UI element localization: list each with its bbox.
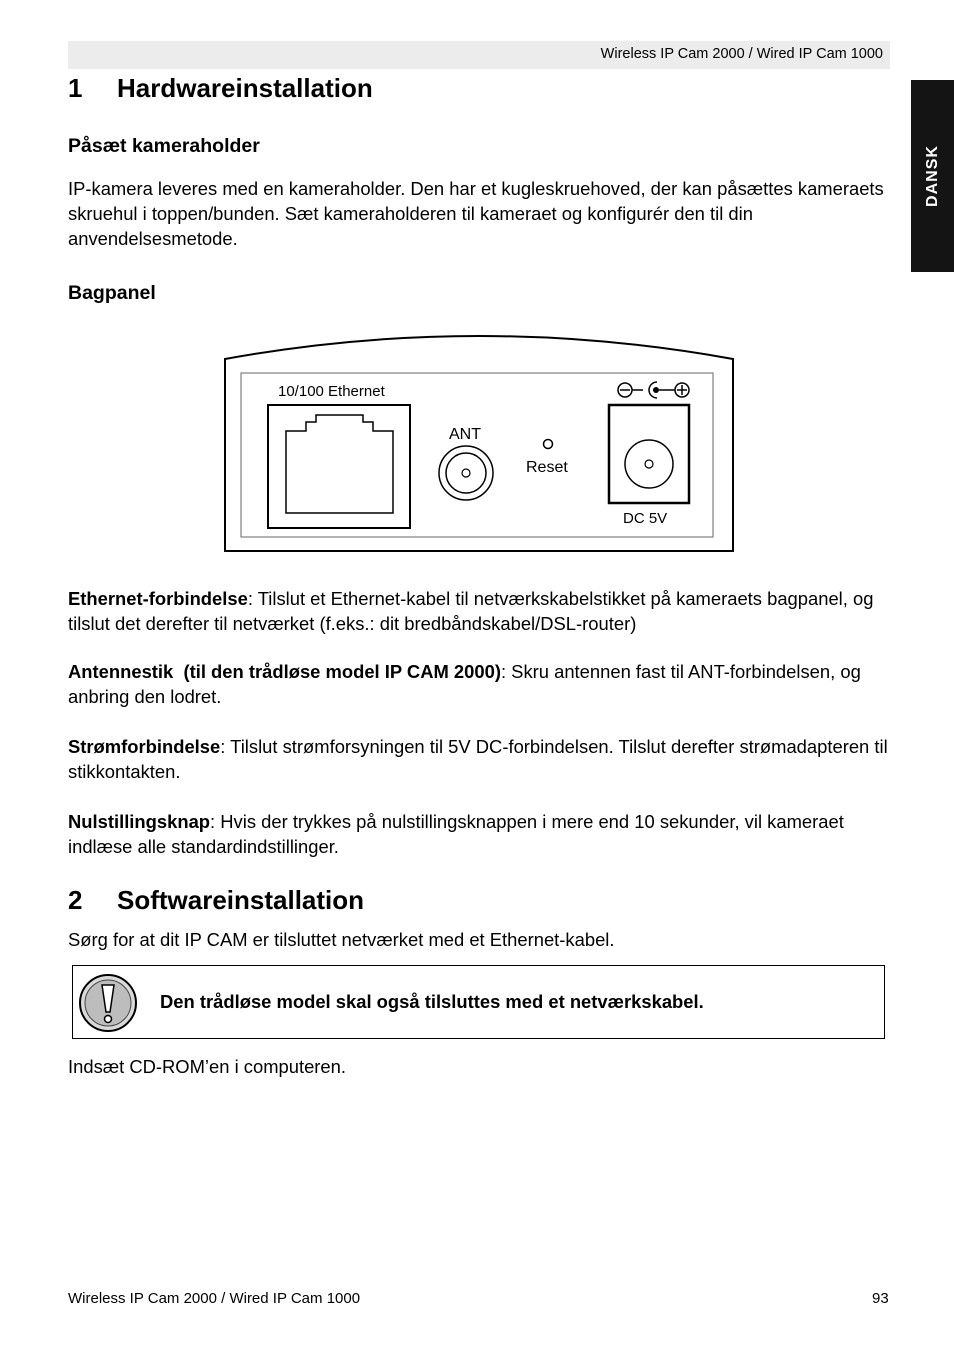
- language-tab-label: DANSK: [923, 145, 941, 207]
- software-intro: Sørg for at dit IP CAM er tilsluttet netværket med et Ethernet-kabel.: [68, 929, 615, 950]
- reset-label: Reset: [526, 459, 568, 476]
- item-antenna: [68, 659, 898, 709]
- section-2-number: 2: [68, 885, 83, 915]
- footer-title: Wireless IP Cam 2000 / Wired IP Cam 1000: [68, 1290, 361, 1307]
- note-box: [72, 965, 885, 1039]
- note-text: Den trådløse model skal også tilsluttes med et netværkskabel.: [160, 991, 704, 1012]
- item-power: [68, 734, 898, 784]
- header-title: Wireless IP Cam 2000 / Wired IP Cam 1000: [600, 46, 883, 62]
- item-reset: [68, 809, 898, 859]
- ethernet-label: 10/100 Ethernet: [278, 383, 385, 400]
- item-antenna-term: Antennestik (til den trådløse model IP CAM 2000): [68, 661, 501, 682]
- back-panel-diagram: [223, 325, 735, 555]
- item-power-text: : Tilslut strømforsyningen til 5V DC-forbindelsen. Tilslut derefter strømadapteren til stikkontakten.: [68, 736, 888, 782]
- section-1-number: 1: [68, 73, 83, 103]
- section-2-heading: [68, 885, 364, 916]
- ant-label: ANT: [449, 426, 481, 443]
- subsection-backpanel-heading: Bagpanel: [68, 282, 156, 304]
- item-reset-text: : Hvis der trykkes på nulstillingsknappen i mere end 10 sekunder, vil kameraet indlæse alle standardindstillinger.: [68, 811, 844, 857]
- subsection-mount-heading: Påsæt kameraholder: [68, 135, 260, 157]
- item-power-term: Strømforbindelse: [68, 736, 221, 757]
- item-ethernet: [68, 586, 898, 636]
- page-number: 93: [872, 1290, 889, 1307]
- item-ethernet-text: : Tilslut et Ethernet-kabel til netværkskabelstikket på kameraets bagpanel, og tilslut det derefter til netværket (f.eks.: dit bredbåndskabel/DSL-router): [68, 588, 874, 634]
- item-antenna-text: : Skru antennen fast til ANT-forbindelsen, og anbring den lodret.: [68, 661, 861, 707]
- item-ethernet-term: Ethernet-forbindelse: [68, 588, 248, 609]
- section-1-title: Hardwareinstallation: [117, 73, 373, 103]
- insert-cd-text: Indsæt CD-ROM’en i computeren.: [68, 1056, 346, 1077]
- item-reset-term: Nulstillingsknap: [68, 811, 211, 832]
- section-1-heading: [68, 73, 373, 104]
- language-tab: [911, 80, 954, 272]
- page-header: [68, 41, 890, 69]
- warning-icon: [78, 973, 138, 1033]
- section-2-title: Softwareinstallation: [117, 885, 365, 915]
- dc-label: DC 5V: [623, 510, 668, 527]
- mount-paragraph: IP-kamera leveres med en kameraholder. Den har et kugleskruehoved, der kan påsættes kameraets skruehul i toppen/bunden. Sæt kameraholderen til kameraet og konfigurér den til din anvendelsesmetode.: [68, 178, 884, 249]
